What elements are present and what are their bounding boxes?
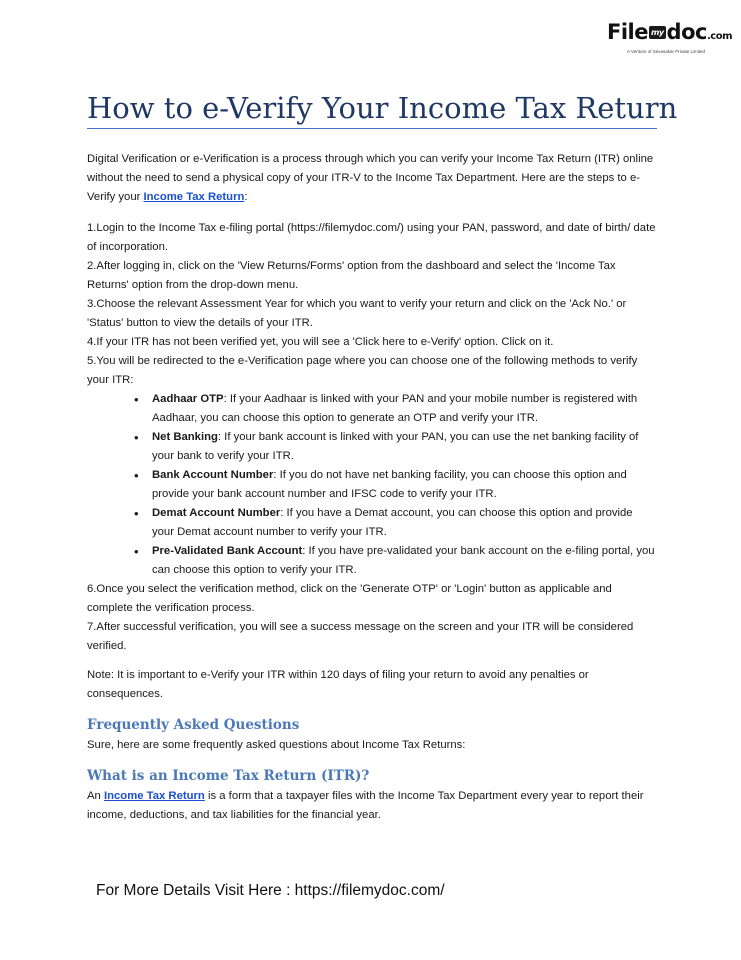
method-term: Demat Account Number: [152, 507, 281, 519]
logo-file-text: File: [607, 20, 648, 44]
step-1: 1.Login to the Income Tax e-filing portal (https://filemydoc.com/) using your PAN, password, and date of birth/ date of incorporation.: [87, 222, 656, 253]
method-term: Pre-Validated Bank Account: [152, 545, 303, 557]
intro-text: Digital Verification or e-Verification is a process through which you can verify your Income Tax Return (ITR) online without the need to send a physical copy of your ITR-V to the Income Tax Department. Here are the steps to e-Verify your: [87, 153, 654, 203]
step-6: 6.Once you select the verification method, click on the 'Generate OTP' or 'Login' button as applicable and complete the verification process.: [87, 583, 612, 614]
method-net-banking: [152, 428, 657, 466]
page-title: How to e-Verify Your Income Tax Return: [87, 91, 678, 125]
verification-methods-list: [87, 390, 657, 580]
method-term: Net Banking: [152, 431, 218, 443]
method-aadhaar-otp: [152, 390, 657, 428]
method-bank-account-number: [152, 466, 657, 504]
method-term: Bank Account Number: [152, 469, 274, 481]
method-text: : If your bank account is linked with your PAN, you can use the net banking facility of your bank to verify your ITR.: [152, 431, 639, 462]
logo-tagline: A Venture of Sevasakar Private Limited: [627, 49, 706, 54]
method-term: Aadhaar OTP: [152, 393, 224, 405]
step-4: 4.If your ITR has not been verified yet, you will see a 'Click here to e-Verify' option. Click on it.: [87, 336, 554, 348]
faq-income-tax-return-link[interactable]: Income Tax Return: [103, 790, 205, 802]
step-2: 2.After logging in, click on the 'View Returns/Forms' option from the dashboard and select the 'Income Tax Returns' option from the drop-down menu.: [87, 260, 616, 291]
step-7: 7.After successful verification, you will see a success message on the screen and your ITR will be considered verified.: [87, 621, 634, 652]
filemydoc-logo: [607, 20, 732, 60]
footer-visit-text: For More Details Visit Here : https://filemydoc.com/: [96, 882, 445, 899]
note-paragraph: Note: It is important to e-Verify your ITR within 120 days of filing your return to avoid any penalties or consequences.: [87, 669, 589, 700]
faq-question-heading: What is an Income Tax Return (ITR)?: [87, 768, 370, 784]
logo-doc-text: doc: [666, 20, 707, 44]
document-body: [87, 150, 657, 825]
title-underline: [87, 128, 657, 129]
intro-colon: :: [244, 191, 248, 203]
faq-answer: [87, 787, 657, 825]
income-tax-return-link[interactable]: Income Tax Return: [143, 191, 245, 203]
method-text: : If you do not have net banking facility, you can choose this option and provide your bank account number and IFSC code to verify your ITR.: [152, 469, 627, 500]
method-text: : If you have a Demat account, you can choose this option and provide your Demat account number to verify your ITR.: [152, 507, 633, 538]
method-text: : If your Aadhaar is linked with your PAN and your mobile number is registered with Aadhaar, you can choose this option to generate an OTP and verify your ITR.: [152, 393, 638, 424]
faq-answer-text-after: is a form that a taxpayer files with the Income Tax Department every year to report their income, deductions, and tax liabilities for the financial year.: [87, 790, 644, 821]
method-pre-validated-bank-account: [152, 542, 657, 580]
method-demat-account-number: [152, 504, 657, 542]
logo-com-text: .com: [706, 31, 732, 42]
method-text: : If you have pre-validated your bank account on the e-filing portal, you can choose this option to verify your ITR.: [152, 545, 655, 576]
faq-answer-text-before: An: [87, 790, 104, 802]
faq-intro: Sure, here are some frequently asked questions about Income Tax Returns:: [87, 739, 466, 751]
logo-my-badge: my: [650, 28, 664, 37]
faq-heading: Frequently Asked Questions: [87, 717, 300, 733]
step-5: 5.You will be redirected to the e-Verification page where you can choose one of the following methods to verify your ITR:: [87, 355, 638, 386]
step-3: 3.Choose the relevant Assessment Year for which you want to verify your return and click on the 'Ack No.' or 'Status' button to view the details of your ITR.: [87, 298, 627, 329]
intro-paragraph: [87, 150, 657, 207]
